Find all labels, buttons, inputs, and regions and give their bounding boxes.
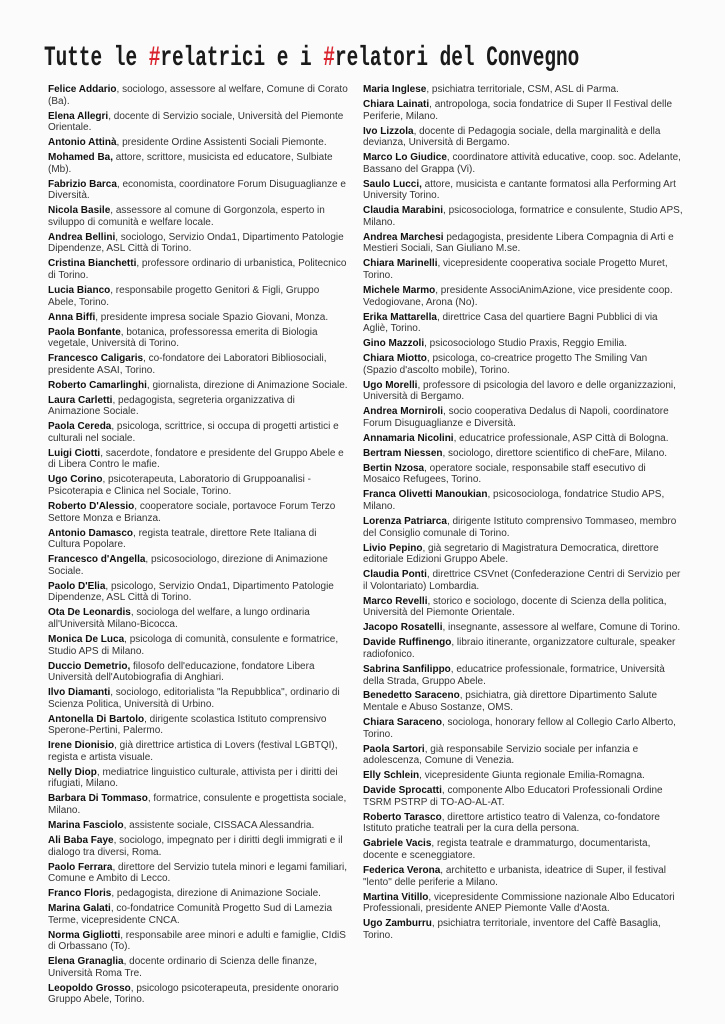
speaker-description: , educatrice professionale, formatrice, Università della Strada, Gruppo Abele. [363, 663, 665, 687]
speaker-entry [48, 634, 348, 657]
speaker-entry [48, 285, 348, 308]
speaker-description: , dirigente scolastica Istituto comprensivo Sperone-Pertini, Palermo. [48, 713, 327, 737]
speaker-description: , psichiatra territoriale, inventore del Caffè Basaglia, Torino. [363, 918, 661, 941]
speaker-description: , direttore artistico teatro di Valenza, co-fondatore Istituto pratiche teatrali per la cura della persona. [363, 811, 660, 835]
speaker-description: attore, musicista e cantante formatosi alla Performing Art University Torino. [363, 178, 676, 202]
speaker-description: , direttore del Servizio tutela minori e legami familiari, Comune e Ambito di Lecco. [48, 861, 348, 885]
speaker-entry [48, 983, 348, 1006]
speaker-entry [363, 353, 683, 376]
speaker-description: , sociologa, honorary fellow al Collegio Carlo Alberto, Torino. [363, 717, 676, 740]
speaker-entry [363, 664, 683, 687]
speaker-name: Gabriele Vacis [363, 838, 432, 850]
speaker-entry [363, 690, 683, 713]
speaker-entry [363, 84, 683, 96]
speaker-description: , assessore al comune di Gorgonzola, esperto in sviluppo di comunità e welfare locale. [48, 205, 325, 228]
speaker-name: Erika Mattarella [363, 311, 437, 323]
speaker-name: Nelly Diop [48, 766, 97, 778]
speaker-entry [48, 930, 348, 953]
speaker-name: Paola Cereda [48, 421, 112, 433]
speaker-entry [363, 516, 683, 539]
title-text: relatrici e i [160, 42, 324, 74]
speaker-description: , presidente impresa sociale Spazio Giovani, Monza. [95, 311, 329, 323]
speaker-description: , vicepresidente Commissione nazionale Albo Educatori Professionali, presidente ANEP Piemonte Valle d'Aosta. [363, 891, 675, 915]
speaker-description: , storico e sociologo, docente di Scienza della politica, Università del Piemonte Orientale. [363, 595, 667, 619]
speaker-description: , psicosociologo Studio Praxis, Reggio Emilia. [424, 338, 627, 350]
speaker-entry [363, 338, 683, 350]
speaker-entry [48, 554, 348, 577]
speaker-entry [363, 622, 683, 634]
speaker-description: , co-fondatore dei Laboratori Bibliosociali, presidente ASAI, Torino. [48, 353, 327, 376]
speaker-entry [48, 501, 348, 524]
speaker-description: , direttrice Casa del quartiere Bagni Pubblici di via Agliè, Torino. [363, 311, 658, 335]
speaker-entry [363, 717, 683, 740]
speaker-entry [363, 406, 683, 429]
speaker-description: , sociologo, impegnato per i diritti degli immigrati e il dialogo tra diversi, Roma. [48, 834, 343, 858]
speaker-entry [363, 232, 683, 255]
speaker-name: Bertram Niessen [363, 447, 443, 459]
speaker-description: , dirigente Istituto comprensivo Tommaseo, membro del Consiglio comunale di Torino. [363, 516, 677, 539]
speaker-entry [48, 205, 348, 228]
speaker-description: , regista teatrale, direttore Rete Italiana di Cultura Popolare. [48, 527, 317, 551]
speaker-name: Ugo Corino [48, 474, 103, 486]
title-text: Tutte le [44, 42, 149, 74]
speaker-entry [363, 126, 683, 149]
speaker-description: , presidente AssociAnimAzione, vice presidente coop. Vedogiovane, Arona (No). [363, 285, 673, 308]
speaker-entry [48, 258, 348, 281]
speaker-entry [48, 528, 348, 551]
speaker-entry [48, 820, 348, 832]
speaker-entry [48, 581, 348, 604]
speaker-name: Ali Baba Faye [48, 834, 114, 846]
speaker-name: Paolo Ferrara [48, 861, 113, 873]
speaker-name: Anna Biffi [48, 311, 96, 323]
speaker-description: , sociologo, assessore al welfare, Comune di Corato (Ba). [48, 84, 348, 107]
speaker-name: Ilvo Diamanti [48, 687, 111, 699]
speakers-column-left [48, 84, 348, 1009]
speakers-column-right [363, 84, 683, 945]
speaker-name: Chiara Saraceno [363, 717, 442, 729]
speaker-name: Ugo Morelli [363, 379, 418, 391]
speaker-name: Leopoldo Grosso [48, 982, 131, 994]
speaker-description: , responsabile aree minori e adulti e famiglie, CIdiS di Orbassano (To). [48, 929, 346, 953]
speaker-entry [48, 862, 348, 885]
speaker-description: , insegnante, assessore al welfare, Comune di Torino. [442, 622, 681, 634]
speaker-entry [48, 687, 348, 710]
speaker-entry [48, 312, 348, 324]
speaker-name: Elena Granaglia [48, 956, 124, 968]
speaker-name: Ota De Leonardis [48, 607, 131, 619]
speaker-description: , professore ordinario di urbanistica, Politecnico di Torino. [48, 258, 347, 282]
speaker-entry [48, 111, 348, 134]
speaker-name: Marco Lo Giudice [363, 152, 447, 164]
speaker-name: Nicola Basile [48, 205, 111, 217]
speaker-name: Jacopo Rosatelli [363, 622, 443, 634]
speaker-description: , sociologo, Servizio Onda1, Dipartimento Patologie Dipendenze, ASL Città di Torino. [48, 231, 344, 255]
speaker-entry [48, 84, 348, 107]
speaker-description: , professore di psicologia del lavoro e delle organizzazioni, Università di Bergamo. [363, 379, 676, 403]
speaker-entry [363, 744, 683, 767]
speaker-entry [363, 770, 683, 782]
speaker-name: Franco Floris [48, 888, 112, 900]
speaker-entry [363, 152, 683, 175]
speaker-entry [48, 793, 348, 816]
speaker-entry [363, 433, 683, 445]
speaker-name: Andrea Marchesi [363, 231, 444, 243]
speaker-description: , psicoterapeuta, Laboratorio di Gruppoanalisi - Psicoterapia e Clinica nel Sociale, Torino. [48, 474, 311, 498]
speaker-name: Saulo Lucci, [363, 178, 422, 190]
speaker-name: Livio Pepino [363, 542, 423, 554]
speaker-name: Barbara Di Tommaso [48, 793, 148, 805]
speaker-description: , architetto e urbanista, ideatrice di Super, il festival "lento" delle periferie a Milano. [363, 864, 666, 888]
speaker-description: , operatore sociale, responsabile staff esecutivo di Mosaico Refugees, Torino. [363, 462, 646, 486]
speaker-description: , responsabile progetto Genitori & Figli, Gruppo Abele, Torino. [48, 285, 320, 308]
speaker-entry [363, 285, 683, 308]
speaker-description: , sociologo, editorialista "la Repubblica", ordinario di Scienza Politica, Università di Urbino. [48, 687, 340, 710]
speaker-description: , sacerdote, fondatore e presidente del Gruppo Abele e di Libera Contro le mafie. [48, 447, 344, 471]
speaker-name: Claudia Marabini [363, 205, 444, 217]
speaker-description: , psicologo psicoterapeuta, presidente onorario Gruppo Abele, Torino. [48, 982, 339, 1006]
speaker-description: , già responsabile Servizio sociale per infanzia e adolescenza, Comune di Venezia. [363, 743, 639, 767]
speaker-entry [48, 327, 348, 350]
speaker-name: Davide Ruffinengo [363, 637, 452, 649]
speaker-name: Mohamed Ba, [48, 152, 114, 164]
speaker-description: , giornalista, direzione di Animazione Sociale. [146, 379, 348, 391]
speaker-name: Chiara Marinelli [363, 258, 438, 270]
speaker-description: , regista teatrale e drammaturgo, documentarista, docente e sceneggiatore. [363, 838, 651, 861]
speaker-entry [363, 569, 683, 592]
speaker-name: Ivo Lizzola [363, 125, 414, 137]
speaker-entry [363, 543, 683, 566]
speaker-name: Federica Verona [363, 864, 441, 876]
speaker-description: , libraio itinerante, organizzatore culturale, speaker radiofonico. [363, 637, 676, 660]
speaker-name: Elena Allegri [48, 110, 109, 122]
speaker-entry [363, 865, 683, 888]
speaker-name: Marco Revelli [363, 595, 428, 607]
speaker-description: , botanica, professoressa emerita di Biologia vegetale, Università di Torino. [48, 326, 318, 350]
speaker-description: , educatrice professionale, ASP Città di Bologna. [453, 432, 669, 444]
speaker-name: Paola Sartori [363, 743, 425, 755]
speaker-name: Chiara Miotto [363, 353, 427, 365]
speaker-name: Luigi Ciotti [48, 447, 101, 459]
speaker-entry [48, 888, 348, 900]
speaker-description: , economista, coordinatore Forum Disuguaglianze e Diversità. [48, 178, 346, 202]
speaker-name: Martina Vitillo [363, 891, 429, 903]
speaker-name: Benedetto Saraceno [363, 690, 460, 702]
speaker-description: , antropologa, socia fondatrice di Super Il Festival delle Periferie, Milano. [363, 98, 673, 122]
speaker-description: , psicologo, Servizio Onda1, Dipartimento Patologie Dipendenze, ASL Città di Torino. [48, 580, 334, 604]
speaker-description: pedagogista, presidente Libera Compagnia di Arti e Mestieri Sociali, San Giuliano M.se. [363, 231, 674, 255]
speaker-entry [363, 380, 683, 403]
speaker-entry [48, 607, 348, 630]
speaker-name: Antonio Attinà [48, 137, 117, 149]
speaker-entry [363, 312, 683, 335]
speaker-name: Claudia Ponti [363, 569, 427, 581]
speaker-name: Duccio Demetrio, [48, 660, 131, 672]
speaker-name: Roberto Camarlinghi [48, 379, 147, 391]
speaker-description: , psicologa di comunità, consulente e formatrice, Studio APS di Milano. [48, 633, 339, 657]
speaker-name: Gino Mazzoli [363, 338, 425, 350]
speaker-name: Paola Bonfante [48, 326, 121, 338]
title-hashtag: # [148, 42, 161, 74]
speaker-description: , psicologa, co-creatrice progetto The Smiling Van (Spazio d'ascolto mobile), Torino. [363, 353, 648, 376]
speaker-description: attore, scrittore, musicista ed educatore, Sulbiate (Mb). [48, 152, 333, 175]
speaker-description: , cooperatore sociale, portavoce Forum Terzo Settore Monza e Brianza. [48, 501, 336, 524]
speaker-entry [363, 463, 683, 486]
speaker-name: Fabrizio Barca [48, 178, 117, 190]
speaker-description: , già direttrice artistica di Lovers (festival LGBTQI), regista e artista visuale. [48, 740, 338, 763]
title-hashtag: # [323, 42, 335, 74]
speaker-entry [48, 380, 348, 392]
speaker-name: Lorenza Patriarca [363, 516, 447, 528]
speaker-name: Chiara Lainati [363, 98, 430, 110]
speaker-name: Ugo Zamburru [363, 918, 432, 930]
speaker-description: , docente di Servizio sociale, Università del Piemonte Orientale. [48, 110, 344, 134]
speaker-entry [363, 99, 683, 122]
speaker-description: , vicepresidente Giunta regionale Emilia-Romagna. [419, 770, 645, 782]
speaker-name: Laura Carletti [48, 394, 113, 406]
speaker-entry [363, 179, 683, 202]
speaker-description: , assistente sociale, CISSACA Alessandria. [123, 819, 315, 831]
speaker-description: filosofo dell'educazione, fondatore Libera Università dell'Autobiografia di Anghiari. [48, 660, 315, 684]
speaker-name: Paolo D'Elia [48, 580, 106, 592]
speaker-entry [48, 421, 348, 444]
speaker-name: Irene Dionisio [48, 740, 115, 752]
speaker-entry [363, 918, 683, 941]
speaker-entry [48, 152, 348, 175]
speaker-name: Antonio Damasco [48, 527, 134, 539]
speaker-entry [363, 637, 683, 660]
speaker-description: , pedagogista, direzione di Animazione Sociale. [111, 888, 321, 900]
speaker-name: Michele Marmo [363, 285, 436, 297]
speaker-name: Roberto D'Alessio [48, 501, 135, 513]
speaker-name: Andrea Bellini [48, 231, 116, 243]
speaker-name: Franca Olivetti Manoukian [363, 489, 488, 501]
speaker-entry [48, 448, 348, 471]
speaker-name: Cristina Bianchetti [48, 258, 137, 270]
speaker-description: , psichiatra territoriale, CSM, ASL di Parma. [426, 84, 619, 95]
speaker-description: , componente Albo Educatori Professionali Ordine TSRM PSTRP di TO-AO-AL-AT. [363, 785, 663, 808]
speaker-name: Francesco d'Angella [48, 554, 146, 566]
speaker-entry [48, 903, 348, 926]
speaker-description: , socio cooperativa Dedalus di Napoli, coordinatore Forum Disuguaglianze e Diversità. [363, 406, 669, 429]
speaker-name: Lucia Bianco [48, 285, 111, 297]
speaker-name: Sabrina Sanfilippo [363, 663, 451, 675]
speaker-entry [48, 179, 348, 202]
speaker-name: Elly Schlein [363, 770, 420, 782]
speaker-entry [48, 474, 348, 497]
speaker-entry [363, 258, 683, 281]
speaker-entry [363, 596, 683, 619]
speaker-entry [363, 892, 683, 915]
speaker-description: , psicosociologa, fondatrice Studio APS, Milano. [363, 489, 665, 513]
speaker-entry [48, 661, 348, 684]
speaker-description: , sociologa del welfare, a lungo ordinaria all'Università Milano-Bicocca. [48, 607, 310, 630]
speaker-name: Bertin Nzosa [363, 462, 425, 474]
speaker-entry [48, 353, 348, 376]
speaker-name: Maria Inglese [363, 84, 427, 95]
page-title [44, 42, 579, 74]
speaker-name: Marina Fasciolo [48, 819, 124, 831]
speaker-entry [48, 767, 348, 790]
speaker-name: Davide Sprocatti [363, 785, 442, 797]
speaker-entry [363, 838, 683, 861]
speaker-description: , mediatrice linguistico culturale, attivista per i diritti dei rifugiati, Milano. [48, 766, 338, 790]
speaker-description: , direttrice CSVnet (Confederazione Centri di Servizio per il Volontariato) Lombardia. [363, 569, 681, 592]
speaker-entry [363, 489, 683, 512]
speaker-name: Antonella Di Bartolo [48, 713, 145, 725]
speaker-entry [48, 137, 348, 149]
speaker-description: , già segretario di Magistratura Democratica, direttore editoriale Edizioni Gruppo Abele. [363, 542, 659, 566]
speaker-entry [48, 956, 348, 979]
speaker-description: , presidente Ordine Assistenti Sociali Piemonte. [116, 137, 327, 149]
speaker-name: Roberto Tarasco [363, 811, 442, 823]
speaker-description: , psicologa, scrittrice, si occupa di progetti artistici e culturali nel sociale. [48, 421, 339, 444]
speaker-entry [48, 835, 348, 858]
speaker-name: Annamaria Nicolini [363, 432, 454, 444]
speaker-description: , vicepresidente cooperativa sociale Progetto Muret, Torino. [363, 258, 668, 282]
speaker-description: , docente ordinario di Scienza delle finanze, Università Roma Tre. [48, 956, 318, 979]
speaker-entry [363, 205, 683, 228]
speaker-description: , co-fondatrice Comunità Progetto Sud di Lamezia Terme, vicepresidente CNCA. [48, 903, 333, 926]
speaker-name: Marina Galati [48, 903, 111, 915]
speaker-entry [48, 232, 348, 255]
speaker-name: Felice Addario [48, 84, 117, 95]
title-text: relatori del Convegno [334, 42, 580, 74]
speaker-name: Monica De Luca [48, 633, 125, 645]
speaker-description: , coordinatore attività educative, coop. soc. Adelante, Bassano del Grappa (Vi). [363, 152, 681, 175]
speaker-description: , psicosociologo, direzione di Animazione Sociale. [48, 554, 328, 577]
speaker-description: , docente di Pedagogia sociale, della marginalità e della devianza, Università di Bergamo. [363, 125, 661, 149]
speaker-name: Andrea Morniroli [363, 406, 444, 418]
speaker-entry [48, 714, 348, 737]
speaker-name: Norma Gigliotti [48, 929, 121, 941]
speaker-entry [363, 785, 683, 808]
speaker-entry [363, 448, 683, 460]
speaker-entry [363, 812, 683, 835]
speaker-name: Francesco Caligaris [48, 353, 144, 365]
speaker-description: , pedagogista, segreteria organizzativa di Animazione Sociale. [48, 394, 295, 418]
speaker-entry [48, 395, 348, 418]
speaker-description: , psichiatra, già direttore Dipartimento Salute Mentale e Abuso Sostanze, OMS. [363, 690, 658, 714]
speaker-description: , formatrice, consulente e progettista sociale, Milano. [48, 793, 347, 816]
speaker-description: , sociologo, direttore scientifico di cheFare, Milano. [442, 447, 668, 459]
speaker-description: , psicosociologa, formatrice e consulente, Studio APS, Milano. [363, 205, 683, 228]
speaker-entry [48, 740, 348, 763]
